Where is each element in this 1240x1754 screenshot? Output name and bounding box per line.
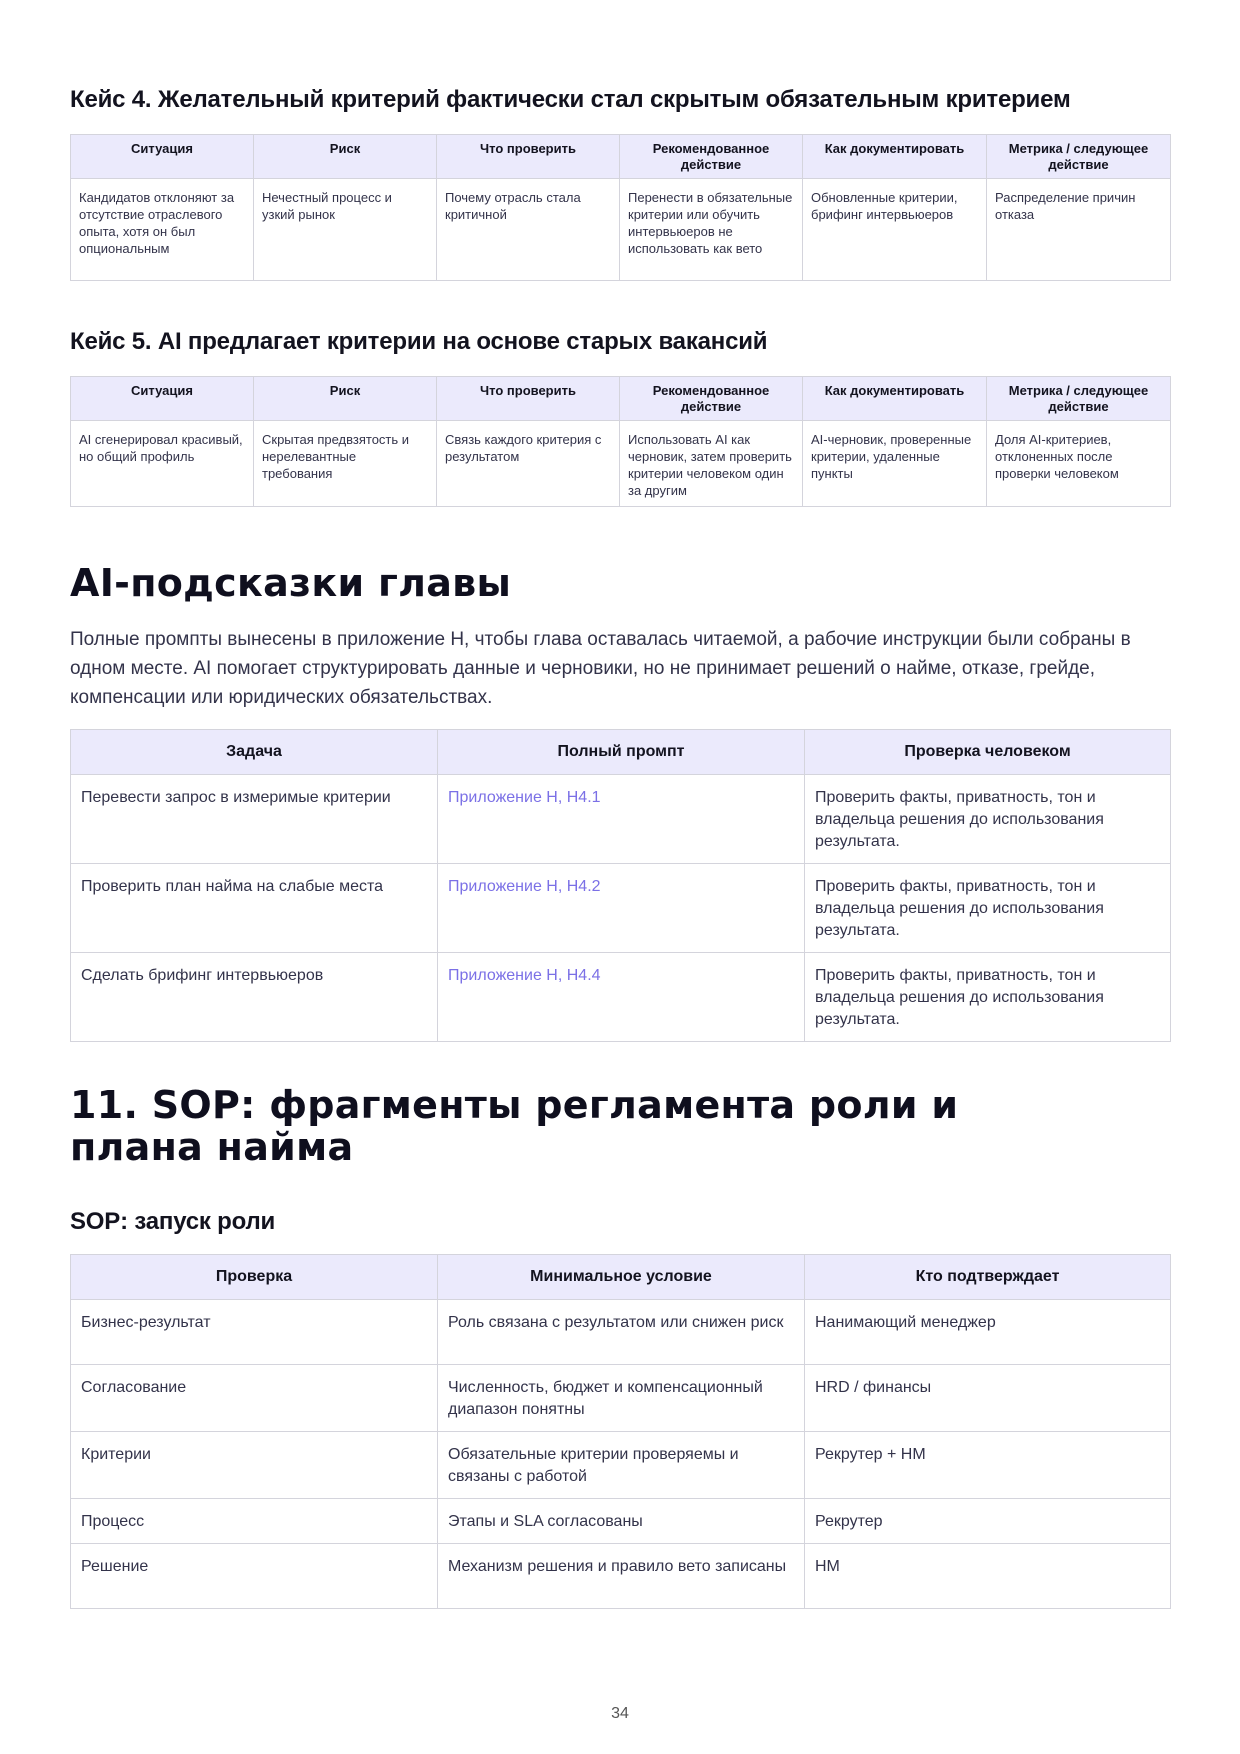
- column-header: Как документировать: [803, 135, 987, 179]
- column-header: Полный промпт: [438, 730, 805, 775]
- review-cell: Проверить факты, приватность, тон и владельца решения до использования результата.: [805, 864, 1171, 953]
- prompt-cell: [438, 864, 805, 953]
- table-row: [71, 953, 1171, 1042]
- case5-header-row: [71, 377, 1171, 421]
- column-header: Ситуация: [71, 135, 254, 179]
- table-cell: Процесс: [71, 1499, 438, 1544]
- sop-section-heading: 11. SOP: фрагменты регламента роли и плана найма: [70, 1083, 959, 1169]
- table-cell: HM: [805, 1544, 1171, 1609]
- table-cell: Перенести в обязательные критерии или обучить интервьюеров не использовать как вето: [620, 179, 803, 281]
- table-cell: Обязательные критерии проверяемы и связаны с работой: [438, 1432, 805, 1499]
- table-cell: Распределение причин отказа: [987, 179, 1171, 281]
- table-row: [71, 775, 1171, 864]
- table-cell: Скрытая предвзятость и нерелевантные требования: [254, 421, 437, 507]
- table-cell: Согласование: [71, 1365, 438, 1432]
- table-cell: Нанимающий менеджер: [805, 1300, 1171, 1365]
- table-cell: Этапы и SLA согласованы: [438, 1499, 805, 1544]
- table-row: [71, 1499, 1171, 1544]
- appendix-link[interactable]: Приложение H, H4.2: [448, 878, 601, 895]
- column-header: Минимальное условие: [438, 1255, 805, 1300]
- column-header: Что проверить: [437, 377, 620, 421]
- table-row: [71, 1300, 1171, 1365]
- ai-prompts-table: [70, 729, 1171, 1042]
- appendix-link[interactable]: Приложение H, H4.4: [448, 967, 601, 984]
- ai-section-heading: AI-подсказки главы: [70, 561, 512, 605]
- column-header: Риск: [254, 377, 437, 421]
- table-cell: Решение: [71, 1544, 438, 1609]
- case5-table: [70, 376, 1171, 507]
- table-cell: Нечестный процесс и узкий рынок: [254, 179, 437, 281]
- table-cell: Роль связана с результатом или снижен риск: [438, 1300, 805, 1365]
- column-header: Рекомендованное действие: [620, 377, 803, 421]
- sop-table: [70, 1254, 1171, 1609]
- column-header: Рекомендованное действие: [620, 135, 803, 179]
- column-header: Как документировать: [803, 377, 987, 421]
- table-cell: AI сгенерировал красивый, но общий профиль: [71, 421, 254, 507]
- table-cell: AI-черновик, проверенные критерии, удаленные пункты: [803, 421, 987, 507]
- ai-header-row: [71, 730, 1171, 775]
- table-cell: Критерии: [71, 1432, 438, 1499]
- table-row: [71, 421, 1171, 507]
- case4-title: Кейс 4. Желательный критерий фактически стал скрытым обязательным критерием: [70, 86, 1071, 113]
- table-row: [71, 1365, 1171, 1432]
- sop-subheading: SOP: запуск роли: [70, 1208, 276, 1235]
- review-cell: Проверить факты, приватность, тон и владельца решения до использования результата.: [805, 775, 1171, 864]
- task-cell: Сделать брифинг интервьюеров: [71, 953, 438, 1042]
- table-row: [71, 864, 1171, 953]
- appendix-link[interactable]: Приложение H, H4.1: [448, 789, 601, 806]
- table-cell: Бизнес-результат: [71, 1300, 438, 1365]
- table-cell: Связь каждого критерия с результатом: [437, 421, 620, 507]
- column-header: Метрика / следующее действие: [987, 135, 1171, 179]
- table-cell: Доля AI-критериев, отклоненных после проверки человеком: [987, 421, 1171, 507]
- column-header: Риск: [254, 135, 437, 179]
- column-header: Метрика / следующее действие: [987, 377, 1171, 421]
- table-cell: HRD / финансы: [805, 1365, 1171, 1432]
- prompt-cell: [438, 775, 805, 864]
- table-cell: Обновленные критерии, брифинг интервьюеров: [803, 179, 987, 281]
- table-cell: Использовать AI как черновик, затем проверить критерии человеком один за другим: [620, 421, 803, 507]
- column-header: Задача: [71, 730, 438, 775]
- table-cell: Почему отрасль стала критичной: [437, 179, 620, 281]
- column-header: Что проверить: [437, 135, 620, 179]
- column-header: Проверка: [71, 1255, 438, 1300]
- table-cell: Механизм решения и правило вето записаны: [438, 1544, 805, 1609]
- table-row: [71, 1544, 1171, 1609]
- table-cell: Рекрутер + HM: [805, 1432, 1171, 1499]
- table-cell: Рекрутер: [805, 1499, 1171, 1544]
- page-number: 34: [611, 1705, 629, 1722]
- review-cell: Проверить факты, приватность, тон и владельца решения до использования результата.: [805, 953, 1171, 1042]
- table-row: [71, 1432, 1171, 1499]
- ai-section-lead: Полные промпты вынесены в приложение H, чтобы глава оставалась читаемой, а рабочие инструкции были собраны в одном месте. AI помогает структурировать данные и черновики, но не принимает решений о найме, отказе, грейде, компенсации или юридических обязательствах.: [70, 629, 1131, 708]
- sop-header-row: [71, 1255, 1171, 1300]
- task-cell: Перевести запрос в измеримые критерии: [71, 775, 438, 864]
- case4-table: [70, 134, 1171, 281]
- table-row: [71, 179, 1171, 281]
- case4-header-row: [71, 135, 1171, 179]
- column-header: Ситуация: [71, 377, 254, 421]
- table-cell: Кандидатов отклоняют за отсутствие отраслевого опыта, хотя он был опциональным: [71, 179, 254, 281]
- task-cell: Проверить план найма на слабые места: [71, 864, 438, 953]
- column-header: Проверка человеком: [805, 730, 1171, 775]
- prompt-cell: [438, 953, 805, 1042]
- table-cell: Численность, бюджет и компенсационный диапазон понятны: [438, 1365, 805, 1432]
- column-header: Кто подтверждает: [805, 1255, 1171, 1300]
- case5-title: Кейс 5. AI предлагает критерии на основе старых вакансий: [70, 328, 768, 355]
